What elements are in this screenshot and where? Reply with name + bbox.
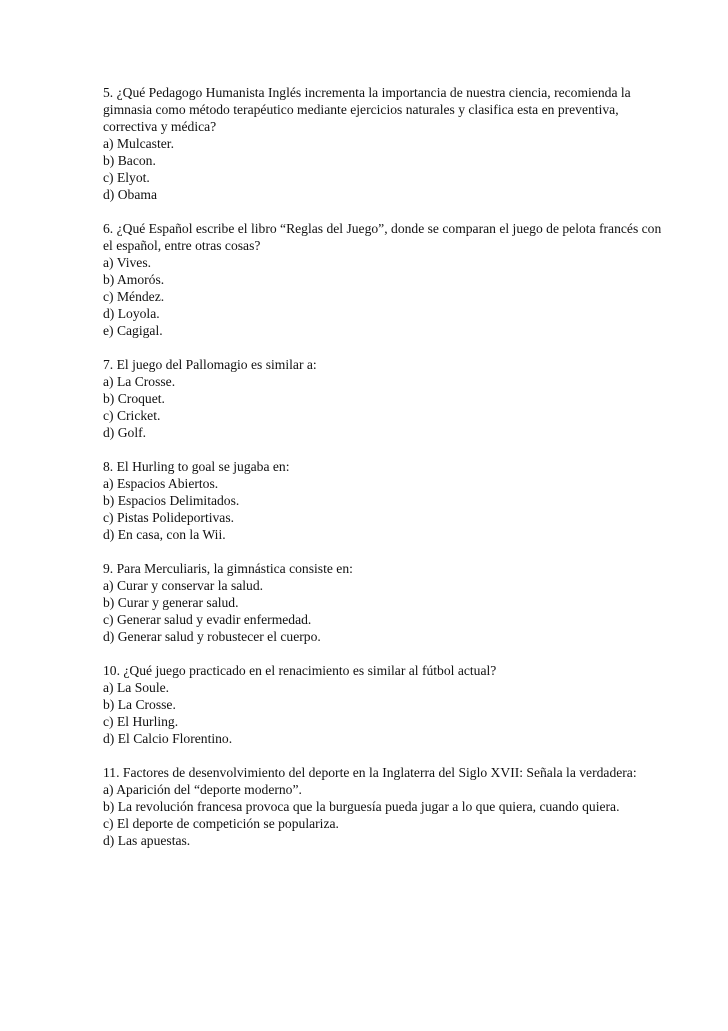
- answer-option: c) El Hurling.: [103, 714, 179, 729]
- answer-options: [103, 475, 663, 543]
- question-10: [103, 662, 663, 747]
- question-text: 11. Factores de desenvolvimiento del deporte en la Inglaterra del Siglo XVII: Señala la verdadera:: [103, 765, 637, 780]
- answer-option: b) Espacios Delimitados.: [103, 493, 240, 508]
- answer-options: [103, 781, 663, 849]
- answer-options: [103, 373, 663, 441]
- answer-option: d) Obama: [103, 187, 157, 202]
- question-6: [103, 220, 663, 339]
- answer-option: b) Amorós.: [103, 272, 165, 287]
- answer-option: d) Golf.: [103, 425, 147, 440]
- answer-options: [103, 254, 663, 339]
- answer-option: d) Las apuestas.: [103, 833, 191, 848]
- answer-option: e) Cagigal.: [103, 323, 163, 338]
- question-text: 9. Para Merculiaris, la gimnástica consiste en:: [103, 561, 353, 576]
- question-text: 10. ¿Qué juego practicado en el renacimiento es similar al fútbol actual?: [103, 663, 497, 678]
- answer-options: [103, 135, 663, 203]
- answer-option: a) La Soule.: [103, 680, 170, 695]
- answer-option: b) La revolución francesa provoca que la burguesía pueda jugar a lo que quiera, cuando quiera.: [103, 799, 620, 814]
- answer-options: [103, 577, 663, 645]
- answer-option: a) Mulcaster.: [103, 136, 174, 151]
- answer-option: b) La Crosse.: [103, 697, 176, 712]
- question-11: [103, 764, 663, 849]
- question-9: [103, 560, 663, 645]
- quiz-content: [103, 84, 663, 866]
- question-text: 6. ¿Qué Español escribe el libro “Reglas del Juego”, donde se comparan el juego de pelota francés con el español, entre otras cosas?: [103, 221, 665, 253]
- answer-option: c) Pistas Polideportivas.: [103, 510, 235, 525]
- question-7: [103, 356, 663, 441]
- answer-option: d) En casa, con la Wii.: [103, 527, 226, 542]
- answer-option: a) Aparición del “deporte moderno”.: [103, 782, 302, 797]
- question-text: 5. ¿Qué Pedagogo Humanista Inglés incrementa la importancia de nuestra ciencia, recomienda la gimnasia como método terapéutico mediante ejercicios naturales y clasifica esta en preventiva, correctiva y médica?: [103, 85, 635, 134]
- question-text: 8. El Hurling to goal se jugaba en:: [103, 459, 290, 474]
- answer-option: c) Cricket.: [103, 408, 161, 423]
- answer-option: c) Elyot.: [103, 170, 150, 185]
- answer-option: c) Méndez.: [103, 289, 165, 304]
- answer-option: d) Loyola.: [103, 306, 160, 321]
- question-5: [103, 84, 663, 203]
- answer-option: d) El Calcio Florentino.: [103, 731, 233, 746]
- answer-option: c) Generar salud y evadir enfermedad.: [103, 612, 312, 627]
- answer-option: b) Curar y generar salud.: [103, 595, 239, 610]
- answer-option: c) El deporte de competición se populariza.: [103, 816, 339, 831]
- answer-option: b) Croquet.: [103, 391, 165, 406]
- answer-option: a) La Crosse.: [103, 374, 176, 389]
- answer-option: a) Espacios Abiertos.: [103, 476, 219, 491]
- answer-options: [103, 679, 663, 747]
- question-text: 7. El juego del Pallomagio es similar a:: [103, 357, 317, 372]
- answer-option: b) Bacon.: [103, 153, 156, 168]
- question-8: [103, 458, 663, 543]
- answer-option: a) Curar y conservar la salud.: [103, 578, 264, 593]
- answer-option: a) Vives.: [103, 255, 152, 270]
- answer-option: d) Generar salud y robustecer el cuerpo.: [103, 629, 321, 644]
